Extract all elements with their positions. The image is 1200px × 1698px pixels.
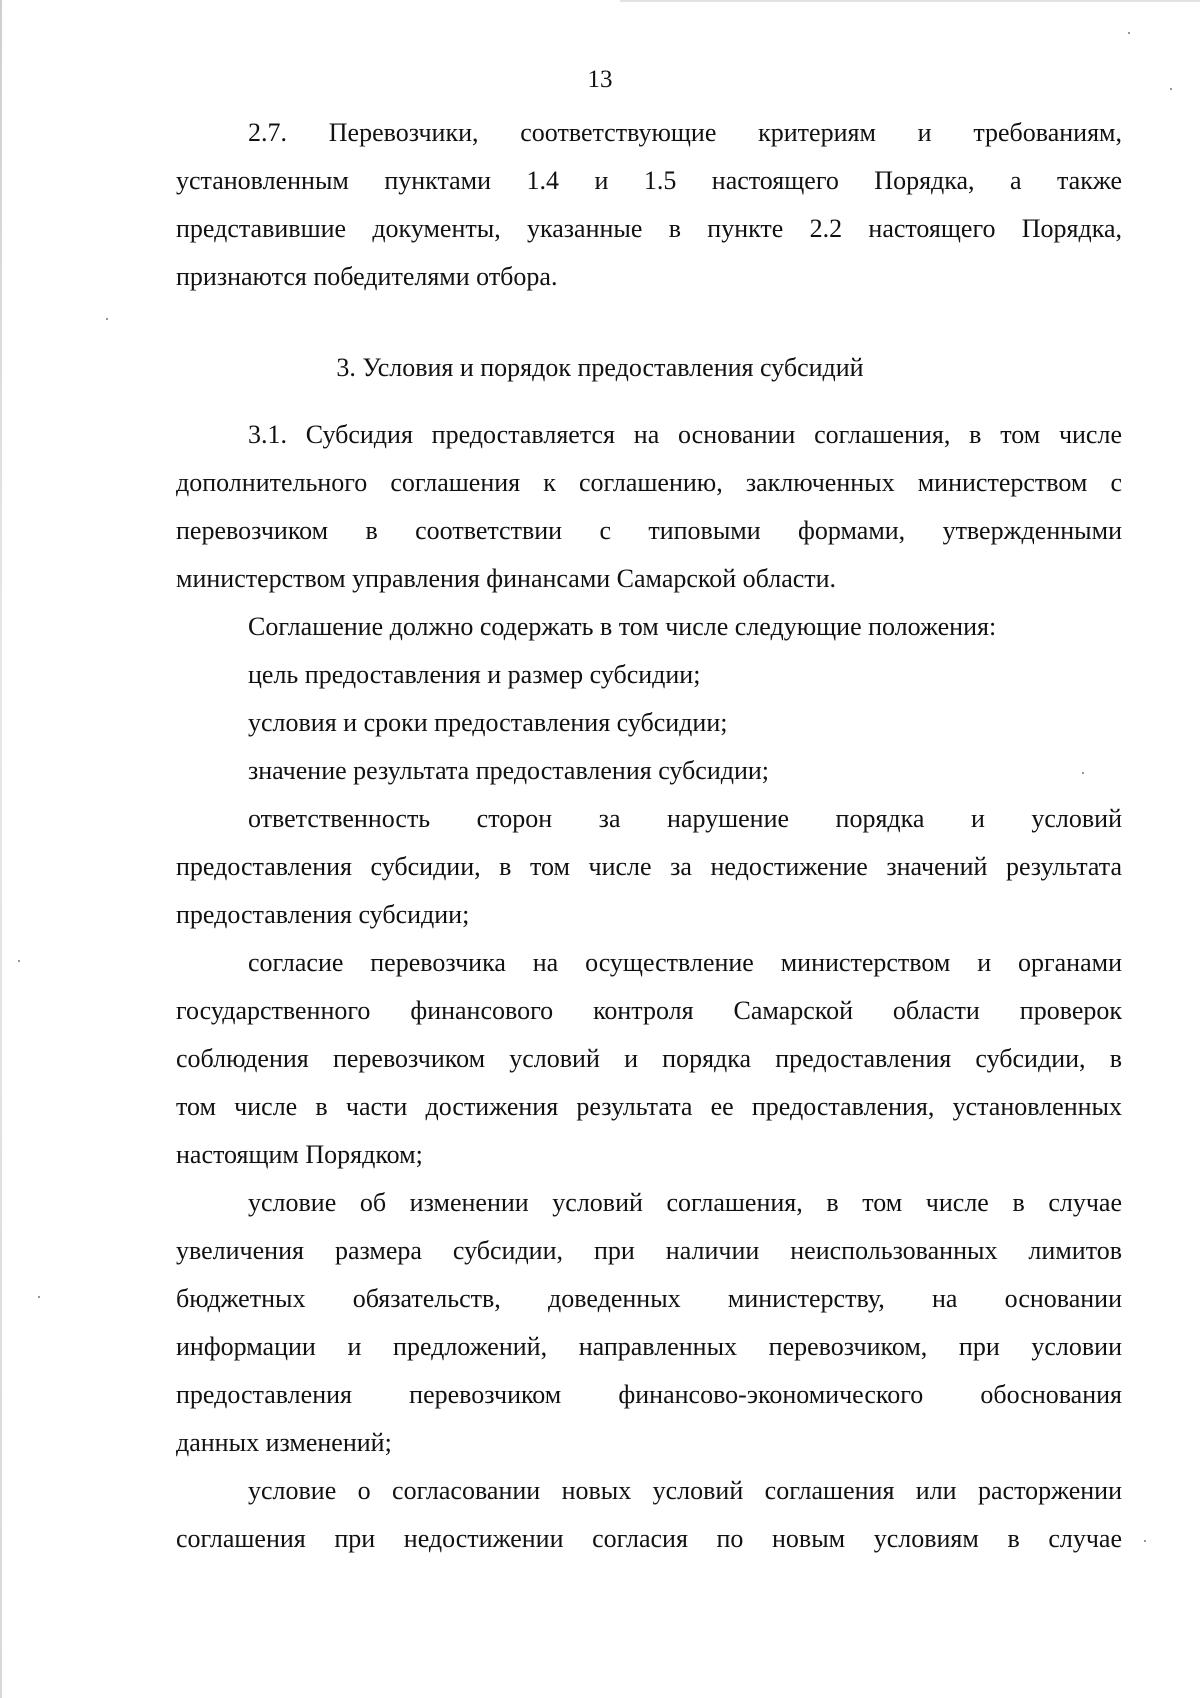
scan-edge-top xyxy=(620,0,1200,2)
text-line: цель предоставления и размер субсидии; xyxy=(248,660,701,689)
text-line: предоставления перевозчиком финансово-экономического обоснования xyxy=(176,1380,1122,1409)
text-line: министерством управления финансами Самарской области. xyxy=(176,564,837,593)
text-line: значение результата предоставления субсидии; xyxy=(248,756,770,785)
text-line: соглашения при недостижении согласия по новым условиям в случае xyxy=(176,1524,1122,1553)
text-line: соблюдения перевозчиком условий и порядка предоставления субсидии, в xyxy=(176,1044,1122,1073)
scan-speck xyxy=(1128,32,1130,34)
scan-edge-left xyxy=(0,0,2,1698)
scan-speck xyxy=(38,1296,40,1298)
text-line: условие о согласовании новых условий соглашения или расторжении xyxy=(248,1476,1122,1505)
text-line: настоящим Порядком; xyxy=(176,1140,423,1169)
text-line: данных изменений; xyxy=(176,1428,392,1457)
text-line: условия и сроки предоставления субсидии; xyxy=(248,708,728,737)
text-line: признаются победителями отбора. xyxy=(176,262,558,291)
scan-speck xyxy=(1144,1540,1146,1542)
text-line: условие об изменении условий соглашения, в том числе в случае xyxy=(248,1188,1122,1217)
text-line: 3.1. Субсидия предоставляется на основании соглашения, в том числе xyxy=(248,420,1122,449)
page-number: 13 xyxy=(587,66,613,93)
text-line: 2.7. Перевозчики, соответствующие критериям и требованиям, xyxy=(248,118,1122,147)
text-line: бюджетных обязательств, доведенных министерству, на основании xyxy=(176,1284,1122,1313)
text-line: дополнительного соглашения к соглашению, заключенных министерством с xyxy=(176,468,1122,497)
text-line: государственного финансового контроля Самарской области проверок xyxy=(176,996,1122,1025)
text-line: информации и предложений, направленных перевозчиком, при условии xyxy=(176,1332,1122,1361)
text-line: Соглашение должно содержать в том числе следующие положения: xyxy=(248,612,997,641)
text-line: установленным пунктами 1.4 и 1.5 настоящего Порядка, а также xyxy=(176,166,1122,195)
scan-speck xyxy=(1082,772,1084,774)
section-heading: 3. Условия и порядок предоставления субсидий xyxy=(336,353,864,382)
text-line: представившие документы, указанные в пункте 2.2 настоящего Порядка, xyxy=(176,214,1122,243)
text-line: согласие перевозчика на осуществление министерством и органами xyxy=(248,948,1122,977)
text-line: ответственность сторон за нарушение порядка и условий xyxy=(248,804,1122,833)
section-3-body xyxy=(176,411,1122,1563)
text-line: увеличения размера субсидии, при наличии неиспользованных лимитов xyxy=(176,1236,1122,1265)
text-line: предоставления субсидии, в том числе за недостижение значений результата xyxy=(176,852,1122,881)
text-line: предоставления субсидии; xyxy=(176,900,470,929)
scan-speck xyxy=(106,318,108,320)
scan-speck xyxy=(1170,88,1172,90)
text-line: том числе в части достижения результата ее предоставления, установленных xyxy=(176,1092,1122,1121)
paragraph-2-7 xyxy=(176,109,1122,301)
text-line: перевозчиком в соответствии с типовыми формами, утвержденными xyxy=(176,516,1122,545)
scan-speck xyxy=(18,960,20,962)
